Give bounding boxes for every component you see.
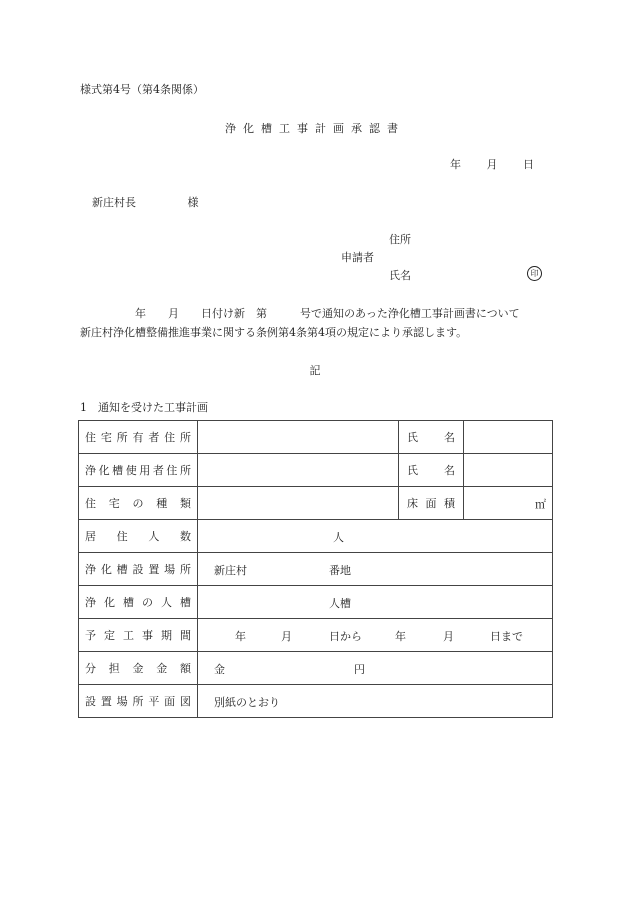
table-row [79, 619, 553, 652]
row-label: 分担金金額 [79, 652, 198, 685]
schedule-end-month: 月 [443, 630, 454, 643]
owner-address-cell [198, 421, 399, 454]
schedule-end-year: 年 [395, 630, 406, 643]
residents-unit: 人 [333, 531, 344, 544]
row-label: 居住人数 [79, 520, 198, 553]
form-number: 様式第4号（第4条関係） [80, 83, 204, 96]
table-row [79, 520, 553, 553]
applicant-label: 申請者 [341, 251, 374, 264]
user-address-cell [198, 454, 399, 487]
body-text-line-2: 新庄村浄化槽整備推進事業に関する条例第4条第4項の規定により承認します。 [80, 326, 468, 339]
row-label: 予定工事期間 [79, 619, 198, 652]
tank-capacity-cell [198, 586, 553, 619]
row-label-2: 氏名 [399, 454, 464, 487]
schedule-cell [198, 619, 553, 652]
floor-area-unit: ㎡ [535, 498, 546, 511]
schedule-start-month: 月 [281, 630, 292, 643]
ki-heading: 記 [309, 364, 321, 377]
addressee-name: 新庄村長 [92, 196, 136, 209]
table-row [79, 586, 553, 619]
site-plan-cell [198, 685, 553, 718]
schedule-start-year: 年 [235, 630, 246, 643]
date-month: 月 [486, 158, 498, 171]
addressee-honorific: 様 [187, 196, 199, 209]
fee-unit: 円 [354, 663, 365, 676]
table-row [79, 685, 553, 718]
applicant-address-label: 住所 [389, 233, 411, 246]
row-label: 設置場所平面図 [79, 685, 198, 718]
applicant-name-label: 氏名 [389, 269, 411, 282]
table-row [79, 454, 553, 487]
floor-area-cell [464, 487, 553, 520]
section-1-heading: 1 通知を受けた工事計画 [80, 401, 208, 414]
install-village: 新庄村 [214, 564, 247, 577]
house-type-cell [198, 487, 399, 520]
seal-mark: 印 [527, 266, 542, 281]
row-label: 浄化槽設置場所 [79, 553, 198, 586]
residents-cell [198, 520, 553, 553]
site-plan-note: 別紙のとおり [214, 696, 280, 709]
date-day: 日 [523, 158, 534, 171]
fee-prefix: 金 [214, 663, 225, 676]
owner-name-cell [464, 421, 553, 454]
document-title: 浄化槽工事計画承認書 [225, 122, 405, 135]
row-label: 浄化槽の人槽 [79, 586, 198, 619]
install-banchi: 番地 [329, 564, 351, 577]
schedule-start-day: 日から [329, 630, 362, 643]
row-label: 浄化槽使用者住所 [79, 454, 198, 487]
row-label-2: 氏名 [399, 421, 464, 454]
row-label: 住宅の種類 [79, 487, 198, 520]
date-line [450, 156, 534, 172]
row-label: 住宅所有者住所 [79, 421, 198, 454]
table-row [79, 553, 553, 586]
table-row [79, 487, 553, 520]
addressee [92, 194, 199, 210]
fee-amount-cell [198, 652, 553, 685]
install-location-cell [198, 553, 553, 586]
table-row [79, 652, 553, 685]
body-text-line-1: 年 月 日付け新 第 号で通知のあった浄化槽工事計画書について [135, 307, 520, 320]
date-year: 年 [450, 158, 461, 171]
tank-capacity-unit: 人槽 [329, 597, 351, 610]
row-label-2: 床面積 [399, 487, 464, 520]
table-row [79, 421, 553, 454]
construction-plan-table [78, 420, 553, 718]
user-name-cell [464, 454, 553, 487]
schedule-end-day: 日まで [490, 630, 523, 643]
